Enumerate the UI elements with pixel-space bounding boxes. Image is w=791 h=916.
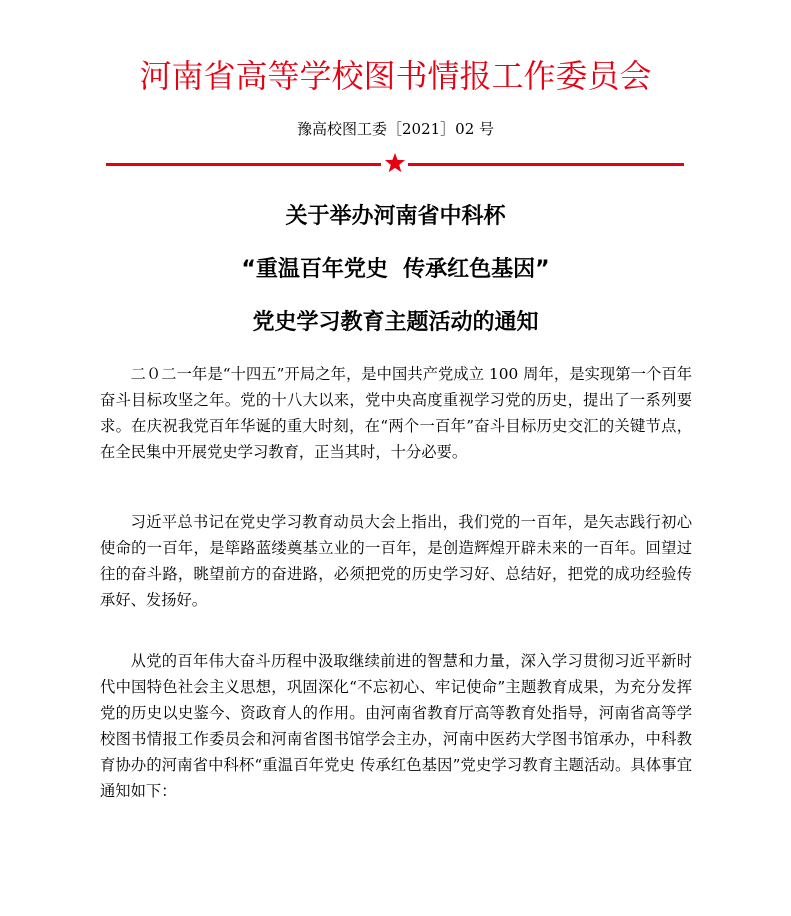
red-divider bbox=[106, 152, 684, 176]
divider-line-left bbox=[106, 163, 381, 166]
divider-line-right bbox=[408, 163, 684, 166]
notice-title-line-2: “重温百年党史 传承红色基因” bbox=[241, 257, 550, 282]
organization-header: 河南省高等学校图书情报工作委员会 bbox=[139, 57, 652, 95]
notice-title-line-1: 关于举办河南省中科杯 bbox=[285, 204, 506, 229]
body-paragraph-2: 习近平总书记在党史学习教育动员大会上指出，我们党的一百年，是矢志践行初心使命的一百年，是筚路蓝缕奠基立业的一百年，是创造辉煌开辟未来的一百年。回望过往的奋斗路，眺望前方的奋进路，必须把党的历史学习好、总结好，把党的成功经验传承好、发扬好。 bbox=[100, 513, 692, 609]
body-paragraph-1: 二０二一年是“十四五”开局之年，是中国共产党成立 100 周年，是实现第一个百年奋斗目标攻坚之年。党的十八大以来，党中央高度重视学习党的历史，提出了一系列要求。在庆祝我党百年华诞的重大时刻，在“两个一百年”奋斗目标历史交汇的关键节点，在全民集中开展党史学习教育，正当其时，十分必要。 bbox=[100, 365, 692, 461]
body-paragraph-3: 从党的百年伟大奋斗历程中汲取继续前进的智慧和力量，深入学习贯彻习近平新时代中国特色社会主义思想，巩固深化“不忘初心、牢记使命”主题教育成果，为充分发挥党的历史以史鉴今、资政育人的作用。由河南省教育厅高等教育处指导，河南省高等学校图书情报工作委员会和河南省图书馆学会主办，河南中医药大学图书馆承办，中科教育协办的河南省中科杯“重温百年党史 传承红色基因”党史学习教育主题活动。具体事宜通知如下： bbox=[100, 652, 692, 800]
document-number: 豫高校图工委［2021］02 号 bbox=[296, 120, 495, 138]
star-icon bbox=[384, 152, 406, 174]
notice-title-line-3: 党史学习教育主题活动的通知 bbox=[252, 310, 539, 335]
